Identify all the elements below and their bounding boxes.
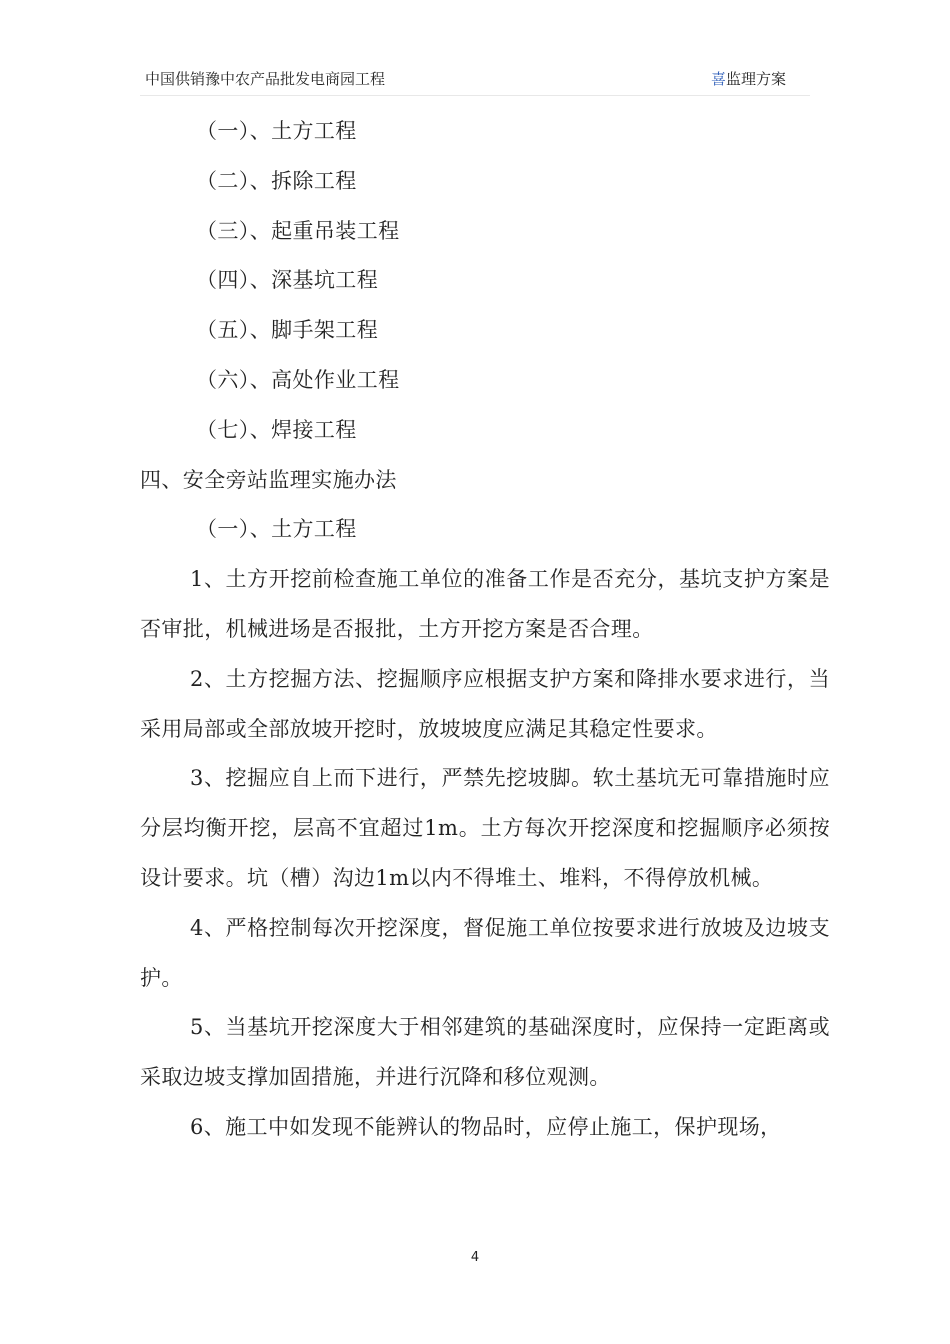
paragraph-4: 4、严格控制每次开挖深度，督促施工单位按要求进行放坡及边坡支护。 <box>140 915 830 990</box>
list-item-4: （四）、深基坑工程 <box>196 268 379 293</box>
header-project-name: 中国供销豫中农产品批发电商园工程 <box>145 70 386 88</box>
paragraph-2: 2、土方挖掘方法、挖掘顺序应根据支护方案和降排水要求进行，当采用局部或全部放坡开挖时，放坡坡度应满足其稳定性要求。 <box>140 666 830 741</box>
header-document-type <box>711 68 786 89</box>
paragraph-1: 1、土方开挖前检查施工单位的准备工作是否充分，基坑支护方案是否审批，机械进场是否报批，土方开挖方案是否合理。 <box>140 567 830 641</box>
header-accent-char: 喜 <box>711 70 727 88</box>
paragraph-6: 6、施工中如发现不能辨认的物品时，应停止施工，保护现场， <box>190 1114 782 1139</box>
page-header <box>0 60 950 100</box>
paragraph-5: 5、当基坑开挖深度大于相邻建筑的基础深度时，应保持一定距离或采取边坡支撑加固措施，并进行沉降和移位观测。 <box>140 1015 830 1090</box>
list-item-3: （三）、起重吊装工程 <box>196 218 400 243</box>
list-item-5: （五）、脚手架工程 <box>196 318 379 343</box>
paragraph-3: 3、挖掘应自上而下进行，严禁先挖坡脚。软土基坑无可靠措施时应分层均衡开挖，层高不宜超过1m。土方每次开挖深度和挖掘顺序必须按设计要求。坑（槽）沟边1m以内不得堆土、堆料，不得停放机械。 <box>140 766 830 890</box>
list-item-2: （二）、拆除工程 <box>196 168 357 193</box>
list-item-1: （一）、土方工程 <box>196 119 357 143</box>
list-item-6: （六）、高处作业工程 <box>196 367 400 392</box>
subsection-title: （一）、土方工程 <box>196 517 357 542</box>
document-body <box>140 107 830 1153</box>
list-item-7: （七）、焊接工程 <box>196 417 357 442</box>
header-rule <box>140 95 810 96</box>
section-title: 四、安全旁站监理实施办法 <box>140 467 397 492</box>
header-doc-title: 监理方案 <box>726 70 787 88</box>
page-number: 4 <box>470 1250 480 1265</box>
